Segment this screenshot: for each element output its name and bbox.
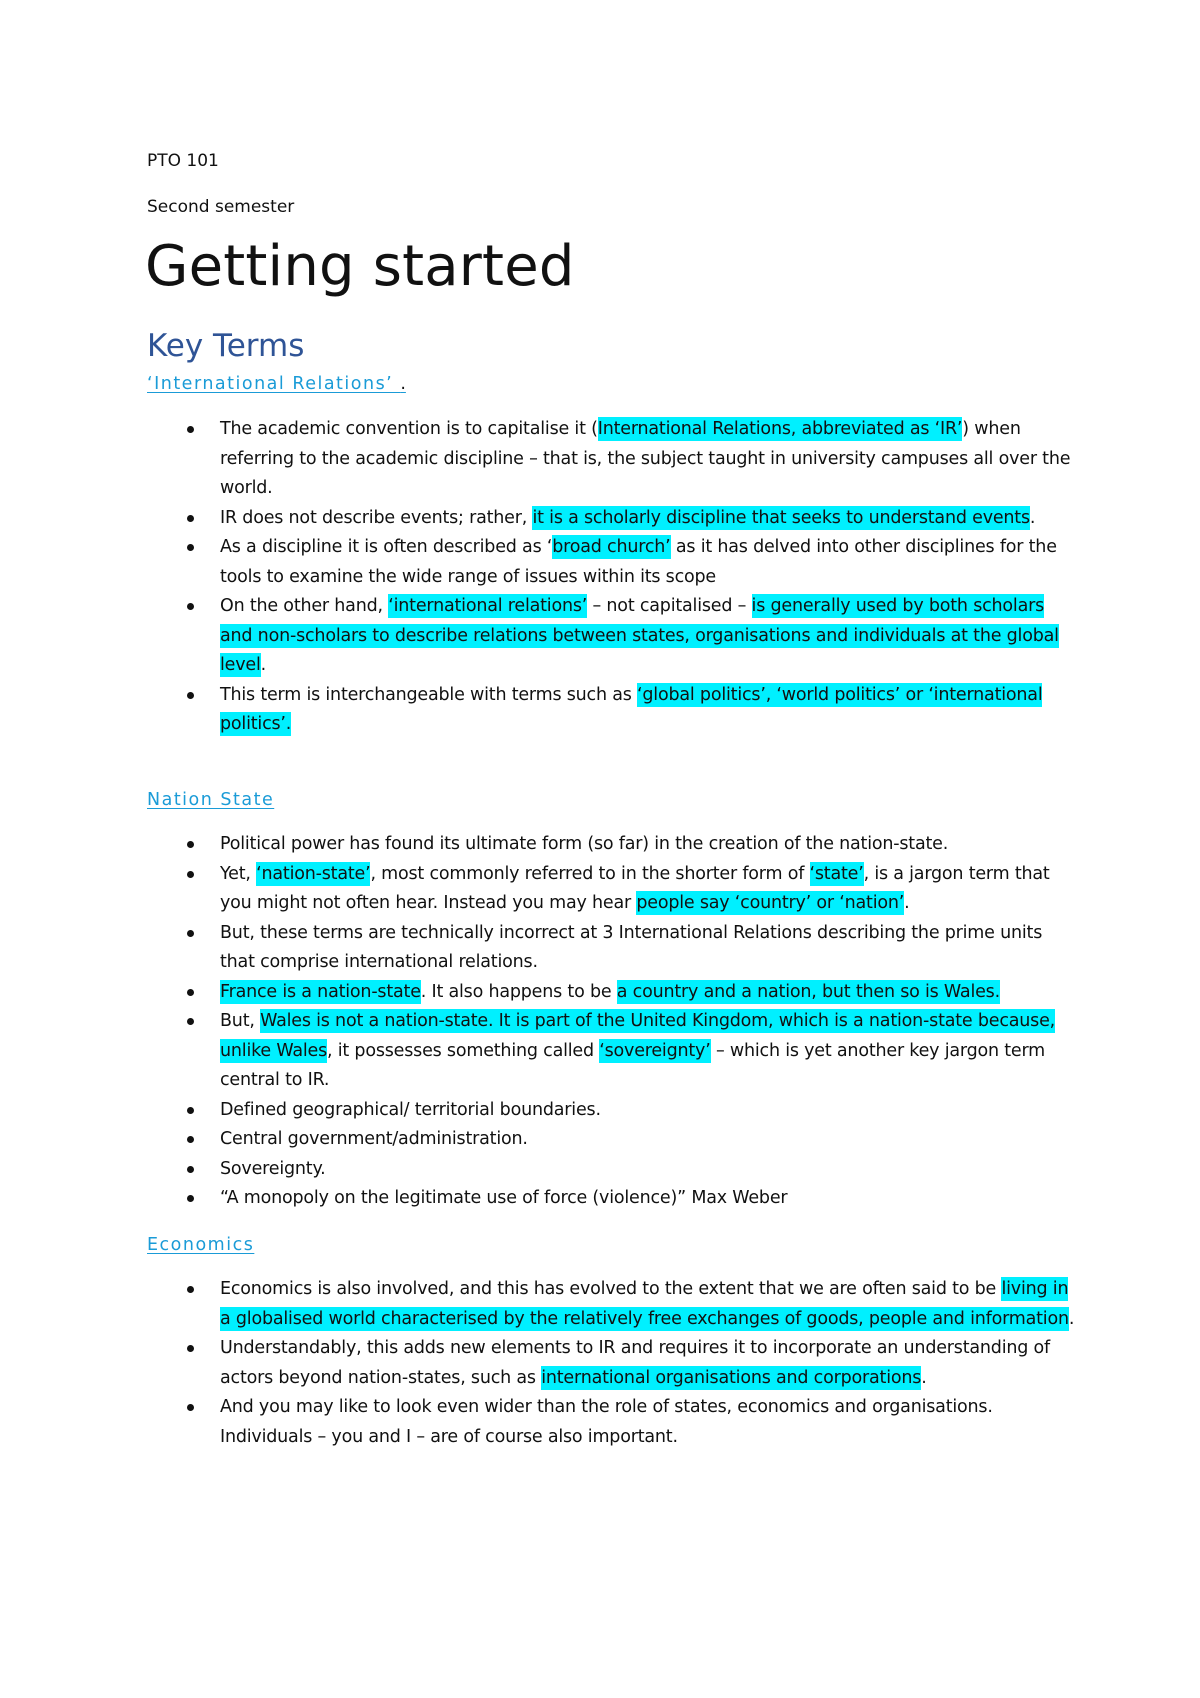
bullet-item [220, 1275, 1080, 1334]
bullet-item [220, 978, 1080, 1008]
highlighted-text: ‘sovereignty’ [599, 1040, 711, 1061]
highlighted-text: ‘international relations’ [388, 596, 588, 616]
bullet-text: ) when referring to the academic discipline – that is, the subject taught in university campuses all over the world. [220, 419, 1071, 498]
highlighted-text: is generally used by both scholars and non-scholars to describe relations between states, organisations and individuals at the global level [220, 596, 1059, 675]
bullet-text: , it possesses something called [327, 1040, 600, 1061]
highlighted-text: ‘global politics’, ‘world politics’ or ‘international politics’. [220, 684, 1043, 734]
bullet-text: – not capitalised – [587, 596, 752, 616]
semester-label: Second semester [147, 197, 295, 217]
bullet-text: . [1029, 507, 1036, 528]
highlighted-text: France is a nation-state [220, 981, 421, 1002]
bullet-item [220, 681, 1080, 740]
bullet-text: “A monopoly on the legitimate use of force (violence)” Max Weber [220, 1188, 788, 1208]
bullet-list-economics [220, 1275, 1080, 1452]
highlighted-text: International Relations, abbreviated as ‘IR’ [597, 419, 963, 439]
bullet-text: Defined geographical/ territorial boundaries. [220, 1099, 601, 1120]
highlighted-text: a country and a nation, but then so is Wales. [616, 981, 1000, 1002]
bullet-text: The academic convention is to capitalise it ( [220, 419, 598, 439]
bullet-list-international-relations [220, 415, 1080, 740]
bullet-text: , most commonly referred to in the shorter form of [370, 863, 810, 884]
subheading-text: Nation State [147, 790, 275, 810]
bullet-text: . [904, 893, 910, 913]
bullet-item [220, 415, 1080, 504]
bullet-item [220, 1125, 1080, 1155]
bullet-text: – which is yet another key jargon term central to IR. [220, 1040, 1046, 1090]
subheading-suffix: . [400, 374, 406, 394]
bullet-text: This term is interchangeable with terms such as [220, 684, 638, 705]
bullet-item [220, 1184, 1080, 1214]
highlighted-text: Wales is not a nation-state. It is part of the United Kingdom, which is a nation-state because, unlike Wales [220, 1011, 1056, 1061]
bullet-item [220, 533, 1080, 592]
bullet-text: Understandably, this adds new elements to IR and requires it to incorporate an understanding of actors beyond nation-states, such as [220, 1338, 1050, 1388]
bullet-text: , is a jargon term that you might not often hear. Instead you may hear [220, 863, 1050, 913]
bullet-text: IR does not describe events; rather, [220, 507, 533, 528]
subheading-nation-state [147, 788, 274, 812]
bullet-item [220, 1334, 1080, 1393]
bullet-text: . [1068, 1308, 1075, 1329]
highlighted-text: ‘nation-state’ [256, 863, 371, 884]
bullet-text: as it has delved into other disciplines for the tools to examine the wide range of issues within its scope [220, 537, 1057, 587]
subheading-text: ‘International Relations’ [147, 374, 401, 394]
subheading-international-relations [147, 372, 406, 396]
bullet-list-nation-state [220, 830, 1080, 1214]
bullet-text: On the other hand, [220, 596, 389, 616]
bullet-text: As a discipline it is often described as ‘ [220, 537, 553, 557]
bullet-item [220, 592, 1080, 681]
bullet-item [220, 919, 1080, 978]
subheading-economics [147, 1233, 254, 1257]
bullet-text: . It also happens to be [420, 981, 617, 1002]
bullet-text: Yet, [220, 863, 257, 884]
bullet-text: But, [220, 1011, 261, 1031]
bullet-text: Sovereignty. [220, 1158, 326, 1179]
highlighted-text: it is a scholarly discipline that seeks to understand events [532, 507, 1030, 528]
highlighted-text: people say ‘country’ or ‘nation’ [636, 893, 905, 913]
highlighted-text: ‘state’ [809, 863, 864, 884]
bullet-text: And you may like to look even wider than the role of states, economics and organisations. Individuals – you and I – are of course also important. [220, 1397, 993, 1447]
bullet-text: . [921, 1367, 927, 1388]
course-code: PTO 101 [147, 151, 219, 171]
bullet-text: Economics is also involved, and this has evolved to the extent that we are often said to be [220, 1279, 1002, 1299]
bullet-item [220, 1096, 1080, 1126]
bullet-item [220, 1155, 1080, 1185]
bullet-item [220, 504, 1080, 534]
bullet-item [220, 1007, 1080, 1096]
bullet-text: Political power has found its ultimate form (so far) in the creation of the nation-state. [220, 834, 949, 854]
bullet-item [220, 860, 1080, 919]
document-title: Getting started [145, 234, 575, 299]
bullet-item [220, 1393, 1080, 1452]
bullet-item [220, 830, 1080, 860]
subheading-text: Economics [147, 1235, 255, 1255]
key-terms-heading: Key Terms [147, 328, 305, 364]
bullet-text: . [260, 655, 266, 675]
highlighted-text: international organisations and corporations [541, 1367, 922, 1388]
bullet-text: But, these terms are technically incorrect at 3 International Relations describing the prime units that comprise international relations. [220, 922, 1043, 972]
highlighted-text: living in a globalised world characterised by the relatively free exchanges of goods, people and information [220, 1279, 1069, 1329]
bullet-text: Central government/administration. [220, 1129, 528, 1149]
highlighted-text: broad church’ [552, 537, 671, 557]
